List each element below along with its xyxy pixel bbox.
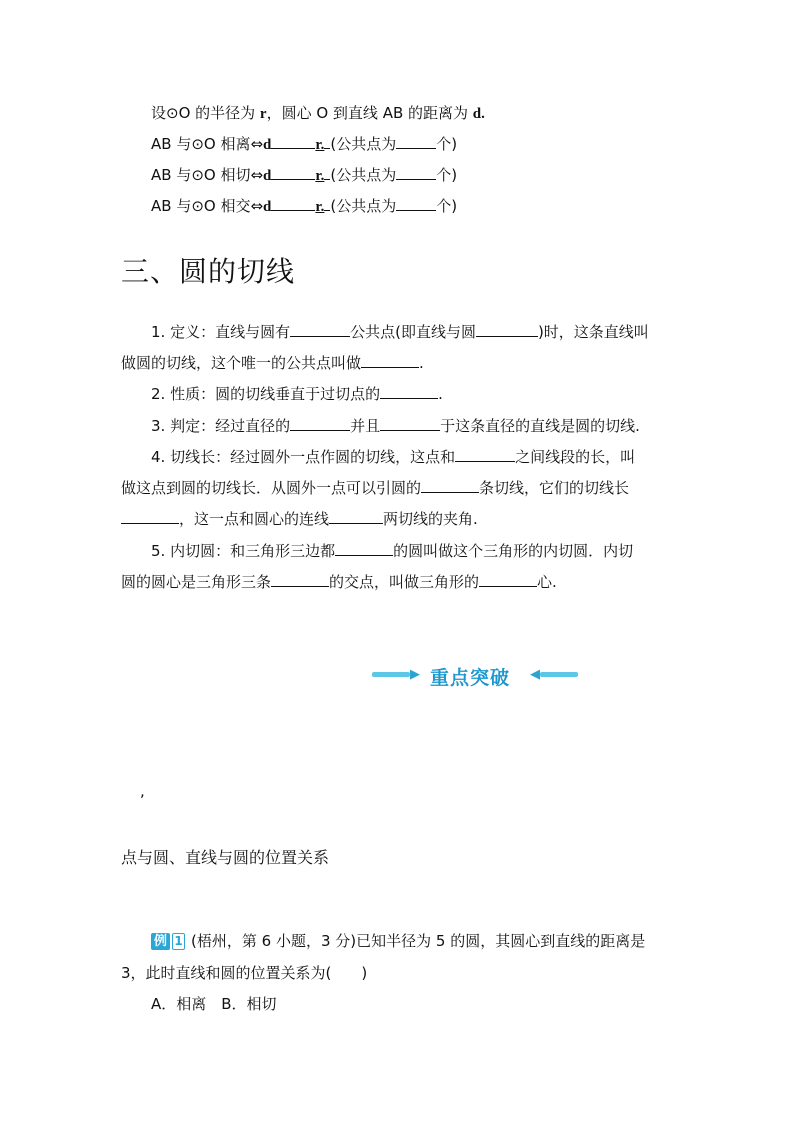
item-property xyxy=(151,384,443,404)
answer-blank[interactable] xyxy=(271,196,315,211)
answer-blank[interactable] xyxy=(271,134,315,149)
answer-blank[interactable] xyxy=(396,134,436,149)
intro-line xyxy=(151,103,485,124)
example-text: (梧州，第 6 小题，3 分)已知半径为 5 的圆，其圆心到直线的距离是 xyxy=(191,932,646,950)
left-arrow-icon: ◀ xyxy=(530,667,540,682)
example-line1 xyxy=(151,931,645,951)
text: . xyxy=(419,354,424,372)
banner-left-bar xyxy=(372,672,410,677)
text: 圆的圆心是三角形三条 xyxy=(121,573,272,591)
text: 条切线，它们的切线长 xyxy=(479,479,630,497)
text: 心. xyxy=(537,573,557,591)
answer-blank[interactable] xyxy=(121,509,179,524)
intro-r: r xyxy=(259,106,267,122)
answer-blank[interactable] xyxy=(361,353,419,368)
text: 1. 定义：直线与圆有 xyxy=(151,323,291,341)
relation-d: d xyxy=(263,137,272,153)
text: 并且 xyxy=(350,417,381,435)
answer-blank[interactable] xyxy=(380,416,440,431)
relation-mid: (公共点为 xyxy=(330,197,397,215)
text: . xyxy=(438,385,443,403)
relation-post: 个) xyxy=(436,197,458,215)
right-arrow-icon: ▶ xyxy=(410,667,420,682)
stray-comma: , xyxy=(140,782,145,800)
item-tangent-length-line3 xyxy=(121,509,478,529)
answer-blank[interactable] xyxy=(335,541,393,556)
answer-blank[interactable] xyxy=(396,165,436,180)
text: 的圆叫做这个三角形的内切圆．内切 xyxy=(393,542,634,560)
text: 4. 切线长：经过圆外一点作圆的切线，这点和 xyxy=(151,448,456,466)
item-criterion xyxy=(151,416,640,436)
relation-d: d xyxy=(263,199,272,215)
relation-row-intersect xyxy=(151,196,457,217)
text: 之间线段的长，叫 xyxy=(515,448,636,466)
text: 公共点(即直线与圆 xyxy=(350,323,476,341)
key-points-banner xyxy=(372,662,578,688)
answer-blank[interactable] xyxy=(329,509,383,524)
relation-r: r. xyxy=(315,137,325,153)
relation-label: AB 与⊙O 相离⇔ xyxy=(151,135,264,153)
example-options: A．相离 B．相切 xyxy=(151,995,277,1013)
answer-blank[interactable] xyxy=(421,478,479,493)
text: )时，这条直线叫 xyxy=(537,323,649,341)
text: ，这一点和圆心的连线 xyxy=(179,510,330,528)
answer-blank[interactable] xyxy=(455,447,515,462)
relation-post: 个) xyxy=(436,166,458,184)
item-incircle-line1 xyxy=(151,541,633,561)
section-title: 三、圆的切线 xyxy=(121,255,296,288)
answer-blank[interactable] xyxy=(396,196,436,211)
answer-blank[interactable] xyxy=(476,322,538,337)
intro-text-a: 设⊙O 的半径为 xyxy=(151,104,260,122)
answer-blank[interactable] xyxy=(380,384,438,399)
answer-blank[interactable] xyxy=(290,322,350,337)
relation-d: d xyxy=(263,168,272,184)
answer-blank[interactable] xyxy=(271,572,329,587)
example-number: 1 xyxy=(172,933,185,950)
answer-blank[interactable] xyxy=(479,572,537,587)
text: 2. 性质：圆的切线垂直于过切点的 xyxy=(151,385,381,403)
example-tag: 例 xyxy=(151,933,170,950)
banner-right-bar xyxy=(540,672,578,677)
item-incircle-line2 xyxy=(121,572,557,592)
relation-label: AB 与⊙O 相切⇔ xyxy=(151,166,264,184)
text: 5. 内切圆：和三角形三边都 xyxy=(151,542,336,560)
relation-r: r. xyxy=(315,168,325,184)
text: 做这点到圆的切线长．从圆外一点可以引圆的 xyxy=(121,479,422,497)
example-line2 xyxy=(121,963,367,983)
example-text: 3，此时直线和圆的位置关系为( ) xyxy=(121,964,368,982)
topic-heading: 点与圆、直线与圆的位置关系 xyxy=(121,848,330,867)
text: 于这条直径的直线是圆的切线. xyxy=(440,417,640,435)
relation-label: AB 与⊙O 相交⇔ xyxy=(151,197,264,215)
relation-post: 个) xyxy=(436,135,458,153)
relation-row-tangent xyxy=(151,165,457,186)
intro-text-b: ，圆心 O 到直线 AB 的距离为 xyxy=(266,104,473,122)
text: 两切线的夹角. xyxy=(383,510,478,528)
text: 做圆的切线，这个唯一的公共点叫做 xyxy=(121,354,362,372)
answer-blank[interactable] xyxy=(290,416,350,431)
answer-blank[interactable] xyxy=(271,165,315,180)
relation-mid: (公共点为 xyxy=(330,135,397,153)
intro-d: d. xyxy=(472,106,485,122)
relation-mid: (公共点为 xyxy=(330,166,397,184)
text: 的交点，叫做三角形的 xyxy=(329,573,480,591)
item-tangent-length-line2 xyxy=(121,478,629,498)
relation-row-separate xyxy=(151,134,457,155)
relation-r: r. xyxy=(315,199,325,215)
item-definition-line1 xyxy=(151,322,649,342)
item-definition-line2 xyxy=(121,353,424,373)
banner-title: 重点突破 xyxy=(430,667,511,689)
text: 3. 判定：经过直径的 xyxy=(151,417,291,435)
item-tangent-length-line1 xyxy=(151,447,635,467)
